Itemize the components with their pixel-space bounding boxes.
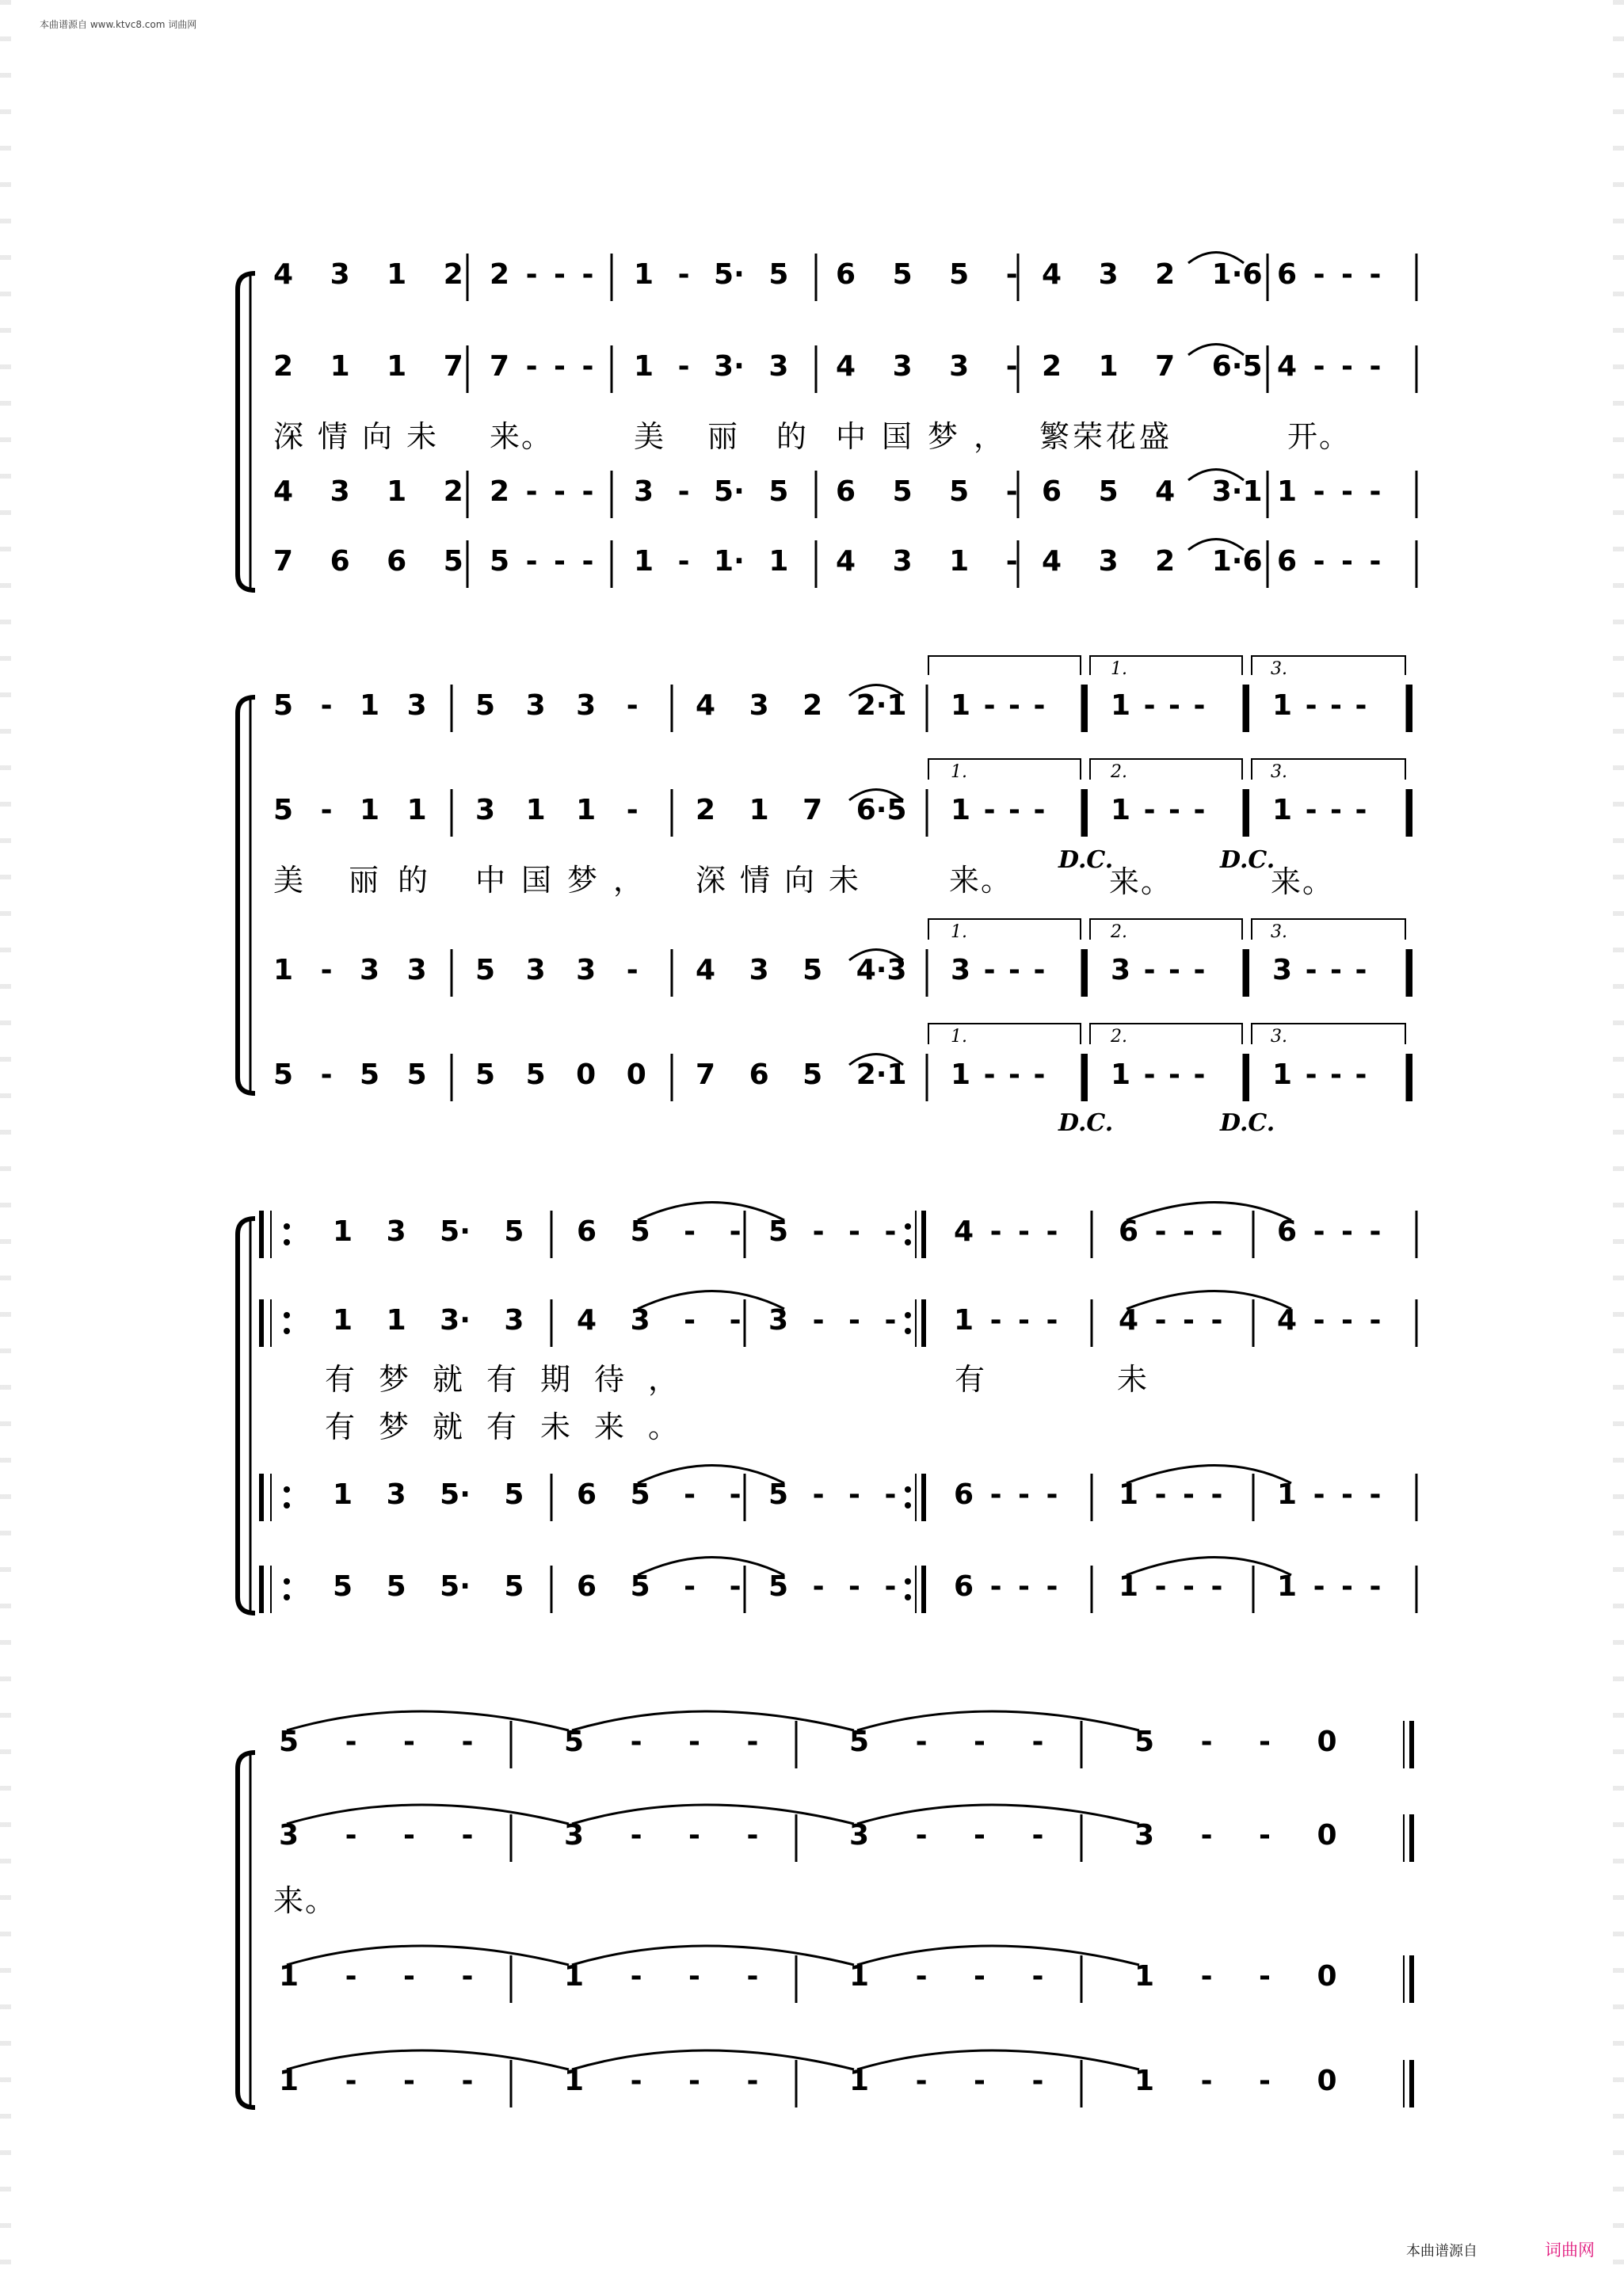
s3-p4-m4: 6 - - -	[954, 1570, 1058, 1603]
s2-p2-m2: 3 1 1 -	[475, 794, 639, 826]
s2-lyric-5: 来。	[949, 863, 1013, 898]
s4-p1-m3: 5 - - -	[849, 1726, 1044, 1758]
s3-p1-m5: 6 - - -	[1119, 1215, 1223, 1248]
s3-lyric1-2: 有	[955, 1362, 987, 1397]
s3-p4-m3: 5 - - -	[768, 1570, 897, 1603]
s1-p4-m4: 4 3 1 -	[836, 545, 1018, 578]
s2-p4-m3: 7 6 5 2·1	[696, 1058, 907, 1091]
s2-p3-m3: 4 3 5 4·3	[696, 954, 907, 986]
s3-p4-m5: 1 - - -	[1119, 1570, 1223, 1603]
s4-p4-m4: 1 - - 0	[1134, 2065, 1337, 2097]
s2-p3-m4: 3 - - -	[951, 954, 1046, 986]
s2-p2-m1: 5 - 1 1	[273, 794, 427, 826]
s3-p1-m2: 6 5 - -	[577, 1215, 741, 1248]
s1-p1-m1: 4 3 1 2	[273, 258, 463, 291]
s1-p1-m4: 6 5 5 -	[836, 258, 1018, 291]
s3-p2-m4: 1 - - -	[954, 1304, 1058, 1337]
s1-p4-m3: 1 - 1· 1	[634, 545, 789, 578]
s3-p1-m6: 6 - - -	[1277, 1215, 1382, 1248]
s2-p3-m1: 1 - 3 3	[273, 954, 427, 986]
s1-p2-m6: 4 - - -	[1277, 350, 1382, 383]
s1-p1-m5: 4 3 2 1·6	[1042, 258, 1263, 291]
s1-p1-m2: 2 - - -	[490, 258, 594, 291]
s2-volta-1c: 1.	[951, 922, 967, 942]
s3-p3-m4: 6 - - -	[954, 1478, 1058, 1511]
s2-p2-m5: 1 - - -	[1111, 794, 1206, 826]
s4-p2-m3: 3 - - -	[849, 1819, 1044, 1852]
s1-p4-m2: 5 - - -	[490, 545, 594, 578]
s2-p1-m4: 1 - - -	[951, 689, 1046, 722]
s4-p1-m4: 5 - - 0	[1134, 1726, 1337, 1758]
s1-lyric-4: 丽	[707, 419, 740, 454]
footer-site-link[interactable]: 词曲网	[1545, 2241, 1595, 2260]
s1-p3-m6: 1 - - -	[1277, 475, 1382, 508]
s3-p1-m1: 1 3 5· 5	[333, 1215, 524, 1248]
s2-p2-m6: 1 - - -	[1272, 794, 1367, 826]
s4-p3-m1: 1 - - -	[279, 1960, 474, 1993]
s2-volta-2b: 2.	[1111, 762, 1127, 782]
s2-volta-1b: 1.	[951, 762, 967, 782]
s1-p2-m5: 2 1 7 6·5	[1042, 350, 1263, 383]
s2-volta-3d: 3.	[1271, 1027, 1287, 1047]
s3-lyric2-1: 有梦就有未来。	[325, 1409, 703, 1444]
s4-p4-m1: 1 - - -	[279, 2065, 474, 2097]
s4-p2-m4: 3 - - 0	[1134, 1819, 1337, 1852]
footer-source: 本曲谱源自	[1406, 2243, 1477, 2260]
s2-p3-m5: 3 - - -	[1111, 954, 1206, 986]
s2-p1-m5: 1 - - -	[1111, 689, 1206, 722]
s2-p4-m1: 5 - 5 5	[273, 1058, 427, 1091]
s3-lyric1-3: 未	[1117, 1362, 1149, 1397]
s1-p2-m1: 2 1 1 7	[273, 350, 463, 383]
s2-p1-m1: 5 - 1 3	[273, 689, 427, 722]
s4-p4-m3: 1 - - -	[849, 2065, 1044, 2097]
s1-p2-m3: 1 - 3· 3	[634, 350, 789, 383]
s3-p3-m6: 1 - - -	[1277, 1478, 1382, 1511]
s2-dc-4: D.C.	[1220, 1109, 1275, 1137]
s3-lyric1-1: 有梦就有期待，	[325, 1362, 703, 1397]
s2-dc-3: D.C.	[1058, 1109, 1114, 1137]
s1-p4-m6: 6 - - -	[1277, 545, 1382, 578]
s2-volta-3a: 3.	[1271, 659, 1287, 679]
s3-p4-m1: 5 5 5· 5	[333, 1570, 524, 1603]
s2-p2-m3: 2 1 7 6·5	[696, 794, 907, 826]
header-source: 本曲谱源自 www.ktvc8.com 词曲网	[40, 19, 197, 30]
s1-lyric-7: 繁荣花盛	[1039, 419, 1173, 454]
s3-p1-m3: 5 - - -	[768, 1215, 897, 1248]
s1-lyric-6: 中国梦，	[836, 419, 1020, 454]
s1-lyric-8: 开。	[1287, 419, 1351, 454]
s2-volta-2d: 2.	[1111, 1027, 1127, 1047]
s1-p1-m6: 6 - - -	[1277, 258, 1382, 291]
s2-p3-m6: 3 - - -	[1272, 954, 1367, 986]
s1-p3-m1: 4 3 1 2	[273, 475, 463, 508]
s1-p2-m2: 7 - - -	[490, 350, 594, 383]
s4-p3-m3: 1 - - -	[849, 1960, 1044, 1993]
s1-p2-m4: 4 3 3 -	[836, 350, 1018, 383]
s2-p4-m4: 1 - - -	[951, 1058, 1046, 1091]
s2-p3-m2: 5 3 3 -	[475, 954, 639, 986]
s2-p1-m2: 5 3 3 -	[475, 689, 639, 722]
s1-p3-m2: 2 - - -	[490, 475, 594, 508]
s2-p4-m6: 1 - - -	[1272, 1058, 1367, 1091]
s1-lyric-1: 深情向未	[273, 419, 452, 454]
s2-lyric-7: 来。	[1271, 864, 1335, 899]
s2-volta-3b: 3.	[1271, 762, 1287, 782]
s3-p3-m2: 6 5 - -	[577, 1478, 741, 1511]
s2-p4-m2: 5 5 0 0	[475, 1058, 646, 1091]
s4-p2-m2: 3 - - -	[564, 1819, 759, 1852]
s3-p3-m3: 5 - - -	[768, 1478, 897, 1511]
s3-p3-m1: 1 3 5· 5	[333, 1478, 524, 1511]
s4-p2-m1: 3 - - -	[279, 1819, 474, 1852]
s2-p1-m6: 1 - - -	[1272, 689, 1367, 722]
s2-lyric-2: 丽的	[349, 863, 448, 898]
s3-p2-m2: 4 3 - -	[577, 1304, 741, 1337]
s4-lyric-1: 来。	[273, 1883, 337, 1918]
s1-p3-m3: 3 - 5· 5	[634, 475, 789, 508]
s2-dc-2: D.C.	[1220, 846, 1275, 874]
s2-volta-1a: 1.	[1111, 659, 1127, 679]
s3-p2-m3: 3 - - -	[768, 1304, 897, 1337]
s3-p2-m1: 1 1 3· 3	[333, 1304, 524, 1337]
s4-p1-m1: 5 - - -	[279, 1726, 474, 1758]
s1-p3-m4: 6 5 5 -	[836, 475, 1018, 508]
s2-volta-3c: 3.	[1271, 922, 1287, 942]
s4-p3-m4: 1 - - 0	[1134, 1960, 1337, 1993]
s2-p1-m3: 4 3 2 2·1	[696, 689, 907, 722]
s2-p4-m5: 1 - - -	[1111, 1058, 1206, 1091]
s3-p2-m6: 4 - - -	[1277, 1304, 1382, 1337]
s1-lyric-2: 来。	[490, 419, 554, 454]
s1-p1-m3: 1 - 5· 5	[634, 258, 789, 291]
s2-lyric-3: 中国梦，	[475, 863, 660, 898]
s2-lyric-6: 来。	[1109, 864, 1173, 899]
s2-p2-m4: 1 - - -	[951, 794, 1046, 826]
s4-p1-m2: 5 - - -	[564, 1726, 759, 1758]
s1-p4-m1: 7 6 6 5	[273, 545, 463, 578]
s3-p4-m2: 6 5 - -	[577, 1570, 741, 1603]
s4-p3-m2: 1 - - -	[564, 1960, 759, 1993]
s2-dc-1: D.C.	[1058, 846, 1114, 874]
s4-p4-m2: 1 - - -	[564, 2065, 759, 2097]
s2-lyric-1: 美	[273, 863, 306, 898]
s1-lyric-3: 美	[634, 419, 666, 454]
s3-p1-m4: 4 - - -	[954, 1215, 1058, 1248]
s2-volta-1d: 1.	[951, 1027, 967, 1047]
s3-p3-m5: 1 - - -	[1119, 1478, 1223, 1511]
s3-p2-m5: 4 - - -	[1119, 1304, 1223, 1337]
s1-lyric-5: 的	[776, 419, 809, 454]
s3-p4-m6: 1 - - -	[1277, 1570, 1382, 1603]
s2-lyric-4: 深情向未	[696, 863, 874, 898]
s1-p4-m5: 4 3 2 1·6	[1042, 545, 1263, 578]
s2-volta-2c: 2.	[1111, 922, 1127, 942]
s1-p3-m5: 6 5 4 3·1	[1042, 475, 1263, 508]
